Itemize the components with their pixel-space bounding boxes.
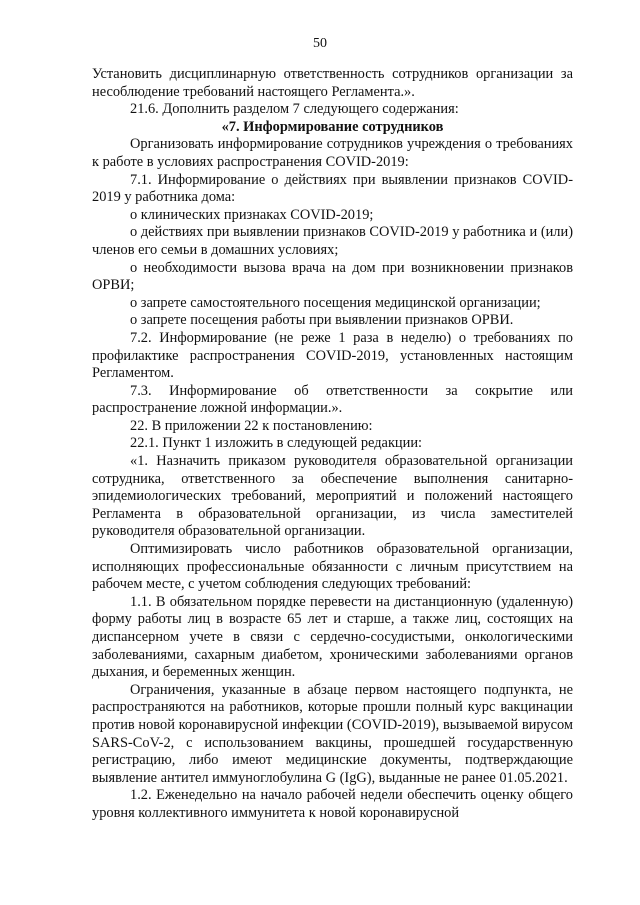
paragraph-organize-informing: Организовать информирование сотрудников учреждения о требованиях к работе в условиях распространения COVID-2019: <box>92 136 573 170</box>
list-item-no-self-visit: о запрете самостоятельного посещения медицинской организации; <box>130 294 541 311</box>
paragraph-optimize-staff: Оптимизировать число работников образовательной организации, исполняющих профессиональные обязанности с личным присутствием на рабочем месте, с учетом соблюдения следующих требований: <box>92 541 573 593</box>
paragraph-21-6: 21.6. Дополнить разделом 7 следующего содержания: <box>130 101 459 118</box>
list-item-actions-at-home: о действиях при выявлении признаков COVID-2019 у работника и (или) членов его семьи в домашних условиях; <box>92 224 573 258</box>
paragraph-22: 22. В приложении 22 к постановлению: <box>130 417 373 434</box>
page-number: 50 <box>313 36 327 51</box>
document-body <box>92 66 573 823</box>
list-item-doctor-call: о необходимости вызова врача на дом при возникновении признаков ОРВИ; <box>92 259 573 294</box>
paragraph-restrictions: Ограничения, указанные в абзаце первом настоящего подпункта, не распространяются на работников, которые прошли полный курс вакцинации против новой коронавирусной инфекции (COVID-2019), вызываемой вирусом SARS-CoV-2, с использованием вакцины, прошедшей государственную регистрацию, либо имеют медицинские документы, подтверждающие выявление антител иммуноглобулина G (IgG), выданные не ранее 01.05.2021. <box>92 681 573 786</box>
section-heading-7: «7. Информирование сотрудников <box>221 118 444 135</box>
paragraph-point-1: «1. Назначить приказом руководителя образовательной организации сотрудника, ответственного за обеспечение выполнения санитарно-эпидемиологических требований, мероприятий и положений настоящего Регламента в образовательной организации, из числа заместителей руководителя образовательной организации. <box>92 453 573 540</box>
paragraph-7-2: 7.2. Информирование (не реже 1 раза в неделю) о требованиях по профилактике распространения COVID-2019, установленных настоящим Регламентом. <box>92 329 573 382</box>
paragraph-1-1: 1.1. В обязательном порядке перевести на дистанционную (удаленную) форму работы лиц в возрасте 65 лет и старше, а также лиц, состоящих на диспансерном учете в связи с сердечно-сосудистыми, онкологическими заболеваниями, сахарным диабетом, хроническими заболеваниями органов дыхания, и беременных женщин. <box>92 593 573 681</box>
paragraph-7-1: 7.1. Информирование о действиях при выявлении признаков COVID-2019 у работника дома: <box>92 171 573 206</box>
paragraph-7-3: 7.3. Информирование об ответственности за сокрытие или распространение ложной информации.». <box>92 382 573 417</box>
list-item-no-work-visit: о запрете посещения работы при выявлении признаков ОРВИ. <box>130 312 514 329</box>
list-item-clinical-signs: о клинических признаках COVID-2019; <box>130 206 374 223</box>
paragraph-disciplinary-responsibility: Установить дисциплинарную ответственность сотрудников организации за несоблюдение требований настоящего Регламента.». <box>92 66 573 100</box>
paragraph-22-1: 22.1. Пункт 1 изложить в следующей редакции: <box>130 435 423 452</box>
paragraph-1-2: 1.2. Еженедельно на начало рабочей недели обеспечить оценку общего уровня коллективного иммунитета к новой коронавирусной <box>92 787 573 821</box>
